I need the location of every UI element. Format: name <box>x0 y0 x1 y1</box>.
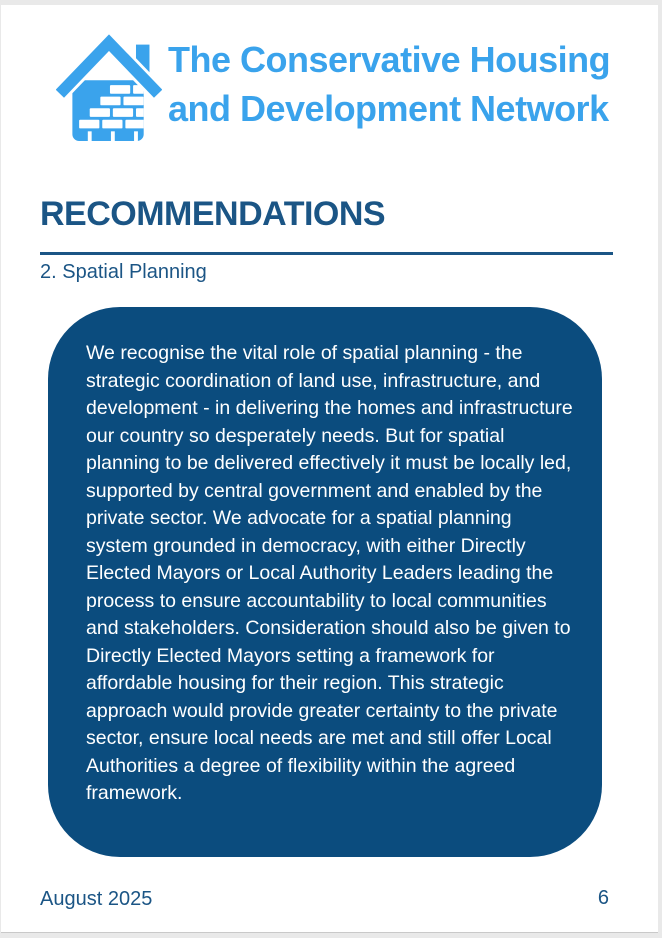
page-title: RECOMMENDATIONS <box>40 195 386 233</box>
recommendation-callout <box>48 307 602 857</box>
document-page <box>1 5 658 933</box>
brand-title <box>168 35 610 133</box>
brand-title-line2: and Development Network <box>168 88 609 129</box>
brand-title-line1: The Conservative Housing <box>168 39 611 80</box>
section-title: 2. Spatial Planning <box>40 261 207 283</box>
footer-date: August 2025 <box>40 888 153 910</box>
recommendation-text: We recognise the vital role of spatial planning - the strategic coordination of land use, infrastructure, and development - in delivering the homes and infrastructure our country so desperately needs. But for spatial planning to be delivered effectively it must be locally led, supported by central government and enabled by the private sector. We advocate for a spatial planning system grounded in democracy, with either Directly Elected Mayors or Local Authority Leaders leading the process to ensure accountability to local communities and stakeholders. Consideration should also be given to Directly Elected Mayors setting a framework for affordable housing for their region. This strategic approach would provide greater certainty to the private sector, ensure local needs are met and still offer Local Authorities a degree of flexibility within the agreed framework. <box>86 342 573 804</box>
house-bricks-icon <box>56 29 162 145</box>
page-number: 6 <box>597 887 609 909</box>
heading-divider <box>40 252 613 255</box>
